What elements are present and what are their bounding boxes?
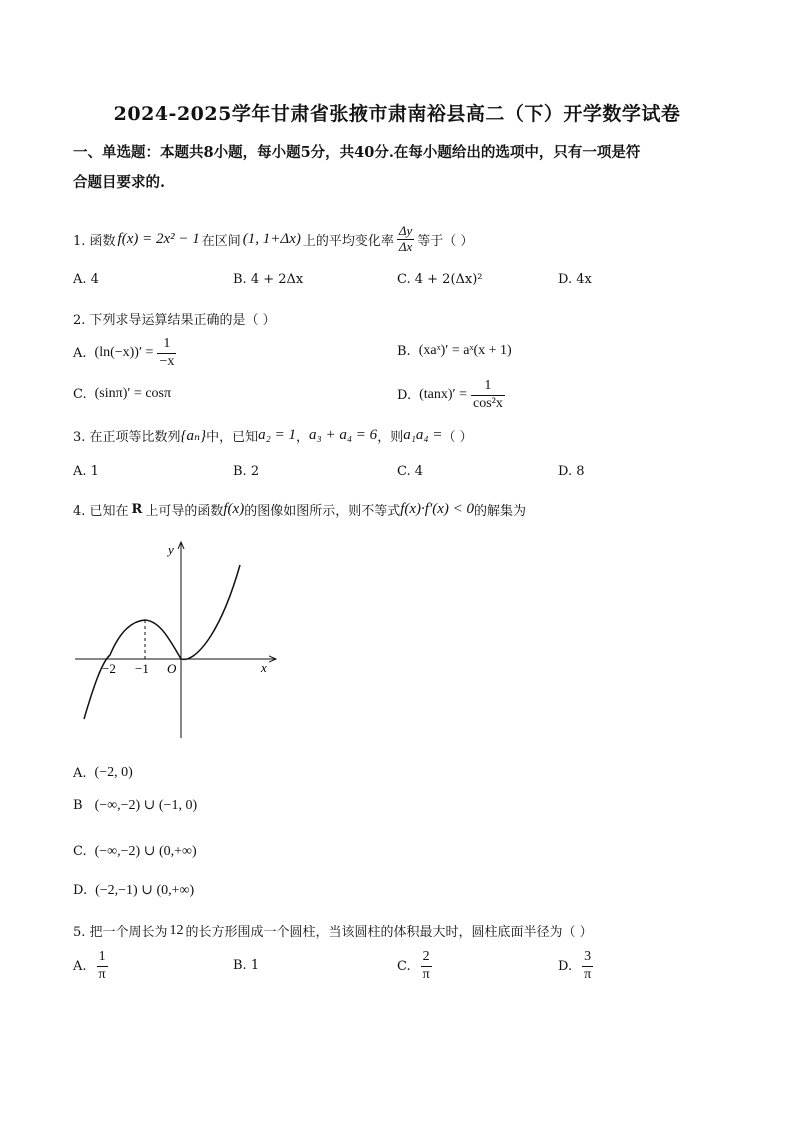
q5-c-label: C.	[397, 958, 411, 974]
question-5-stem	[73, 921, 593, 940]
tick-label-minus-1: −1	[135, 661, 149, 676]
q4-c-label: C.	[73, 844, 87, 859]
q3-text-4: ，则	[377, 430, 404, 445]
q5-d-num: 3	[582, 949, 593, 966]
q2-b-label: B.	[397, 343, 411, 359]
q4-option-b[interactable]	[73, 797, 197, 814]
q1-option-a[interactable]: A. 4	[73, 272, 99, 287]
question-1-stem	[73, 222, 473, 256]
q5-a-num: 1	[97, 949, 108, 966]
paper-title: 2024-2025学年甘肃省张掖市肃南裕县高二（下）开学数学试卷	[113, 103, 681, 125]
q4-d-label: D.	[73, 883, 88, 898]
q2-a-num: 1	[157, 336, 176, 353]
q2-a-fraction	[157, 336, 176, 369]
q2-option-b[interactable]	[397, 343, 512, 359]
q1-function: f(x) = 2x² − 1	[117, 230, 200, 247]
q2-option-a[interactable]	[73, 334, 176, 372]
q4-a-label: A.	[73, 765, 87, 781]
q1-interval: (1, 1+Δx)	[242, 230, 301, 247]
tick-label-minus-2: −2	[102, 661, 116, 676]
q4-c-expr: (−∞,−2) ∪ (0,+∞)	[94, 844, 197, 859]
q5-d-fraction	[582, 949, 593, 982]
q2-option-d[interactable]	[397, 376, 505, 414]
q3-ask: a₁a₄ =	[403, 427, 443, 443]
q1-option-d[interactable]: D. 4x	[558, 272, 592, 287]
q2-d-den: cos²x	[472, 395, 503, 411]
q5-c-den: π	[422, 966, 430, 982]
q1-rate-fraction	[397, 224, 414, 255]
q5-option-b[interactable]: B. 1	[233, 958, 260, 973]
q2-b-expr: (xaˣ)′ = aˣ(x + 1)	[418, 343, 512, 358]
q5-text-2: 的长方形围成一个圆柱，当该圆柱的体积最大时，圆柱底面半径为（ ）	[185, 925, 593, 940]
q2-d-fraction	[471, 378, 505, 411]
q3-text-1: 3. 在正项等比数列	[73, 430, 181, 445]
q1-text-2: 在区间	[201, 233, 241, 249]
q3-condition-2: a₃ + a₄ = 6	[309, 427, 378, 443]
q2-d-label: D.	[397, 387, 412, 403]
q5-a-fraction	[97, 949, 108, 982]
q4-a-expr: (−2, 0)	[94, 765, 133, 780]
section-heading-line1: 一、单选题：本题共8小题，每小题5分，共40分.在每小题给出的选项中，只有一项是符	[73, 144, 641, 161]
x-axis-label: x	[261, 660, 267, 675]
q4-function-graph	[70, 535, 280, 745]
q4-function: f(x)	[223, 501, 245, 517]
q4-text-1: 4. 已知在	[73, 504, 129, 519]
q2-d-lhs: (tanx)′ =	[419, 387, 467, 402]
q1-frac-den: Δx	[398, 238, 413, 254]
q3-option-a[interactable]: A. 1	[73, 464, 99, 479]
question-3-stem	[73, 426, 473, 445]
q2-c-expr: (sinπ)′ = cosπ	[94, 386, 172, 401]
q4-b-label: B	[73, 798, 83, 813]
q3-option-c[interactable]: C. 4	[397, 464, 424, 479]
q4-text-2: 上可导的函数	[145, 504, 224, 519]
function-curve	[84, 565, 240, 719]
q5-option-a[interactable]	[73, 946, 108, 986]
q3-sequence: {aₙ}	[180, 428, 207, 444]
q1-option-c[interactable]: C. 4 + 2(Δx)²	[397, 272, 483, 287]
q4-text-3: 的图像如图所示，则不等式	[244, 504, 401, 519]
q2-c-label: C.	[73, 386, 87, 402]
q2-a-label: A.	[73, 345, 87, 361]
q5-a-label: A.	[73, 958, 87, 974]
y-axis-label: y	[168, 542, 174, 557]
q1-text-4: 等于（ ）	[417, 233, 474, 249]
q4-option-d[interactable]	[73, 882, 194, 899]
q1-text-1: 1. 函数	[73, 233, 116, 249]
q5-option-d[interactable]	[558, 946, 593, 986]
q1-text-3: 上的平均变化率	[302, 233, 394, 249]
q3-option-d[interactable]: D. 8	[558, 464, 585, 479]
q2-d-num: 1	[471, 378, 505, 395]
q3-text-3: ，	[295, 430, 309, 445]
origin-label: O	[167, 661, 177, 676]
q4-b-expr: (−∞,−2) ∪ (−1, 0)	[94, 798, 198, 813]
q5-option-c[interactable]	[397, 946, 432, 986]
q4-real-set: R	[131, 502, 143, 517]
q4-d-expr: (−2,−1) ∪ (0,+∞)	[95, 883, 195, 898]
q4-option-a[interactable]	[73, 765, 133, 781]
q5-text-1: 5. 把一个周长为	[73, 925, 168, 940]
question-4-stem	[73, 500, 526, 519]
question-2-stem: 2. 下列求导运算结果正确的是（ ）	[73, 313, 276, 328]
q1-option-b[interactable]: B. 4 + 2Δx	[233, 272, 304, 287]
q3-condition-1: a₂ = 1	[258, 427, 296, 443]
q5-a-den: π	[98, 966, 106, 982]
q2-option-c[interactable]	[73, 386, 171, 402]
q1-frac-num: Δy	[398, 222, 413, 238]
q5-perimeter: 12	[169, 922, 184, 938]
q4-option-c[interactable]	[73, 843, 197, 860]
q3-text-5: （ ）	[442, 430, 473, 445]
q4-text-4: 的解集为	[474, 504, 527, 519]
q2-a-lhs: (ln(−x))′ =	[94, 345, 154, 360]
section-heading-line2: 合题目要求的.	[73, 174, 166, 191]
q3-text-2: 中，已知	[206, 430, 259, 445]
q5-d-den: π	[584, 966, 592, 982]
q3-option-b[interactable]: B. 2	[233, 464, 260, 479]
q5-c-num: 2	[421, 949, 432, 966]
q5-c-fraction	[421, 949, 432, 982]
q5-d-label: D.	[558, 958, 573, 974]
q4-inequality: f(x)·f′(x) < 0	[400, 501, 475, 517]
q2-a-den: −x	[159, 353, 175, 369]
